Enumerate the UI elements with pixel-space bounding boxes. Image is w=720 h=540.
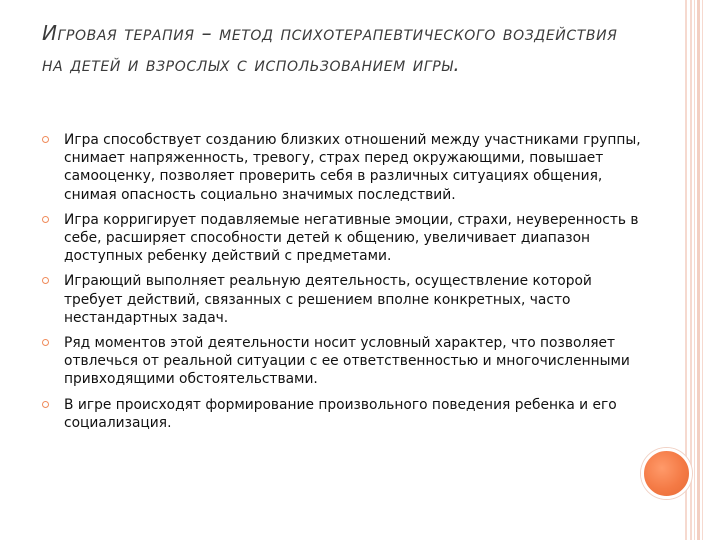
bullet-text: В игре происходят формирование произвольного поведения ребенка и его социализация. (64, 396, 617, 431)
bullet-list (42, 131, 642, 439)
list-item (42, 131, 642, 204)
decorative-stripe (694, 0, 695, 540)
list-item (42, 334, 642, 389)
bullet-text: Ряд моментов этой деятельности носит условный характер, что позволяет отвлечься от реальной ситуации с ее ответственностью и многочисленными привходящими обстоятельствами. (64, 335, 630, 388)
circle-bullet-icon (42, 277, 49, 284)
list-item (42, 211, 642, 266)
decorative-stripe (690, 0, 692, 540)
circle-bullet-icon (42, 136, 49, 143)
list-item (42, 396, 642, 432)
bullet-text: Играющий выполняет реальную деятельность, осуществление которой требует действий, связанных с решением вполне конкретных, часто нестандартных задач. (64, 273, 592, 326)
slide-title: Игровая терапия – метод психотерапевтического воздействия на детей и взрослых с использованием игры. (42, 21, 618, 76)
bullet-text: Игра корригирует подавляемые негативные эмоции, страхи, неуверенность в себе, расширяет способности детей к общению, увеличивает диапазон доступных ребенку действий с предметами. (64, 211, 639, 265)
bullet-text: Игра способствует созданию близких отношений между участниками группы, снимает напряженность, тревогу, страх перед окружающими, повышает самооценку, позволяет проверить себя в различных ситуациях общения, снимая опасность социально значимых последствий. (64, 132, 641, 203)
orange-circle-icon (641, 448, 692, 499)
decorative-stripe (697, 0, 700, 540)
circle-bullet-icon (42, 216, 49, 223)
circle-bullet-icon (42, 401, 49, 408)
decorative-stripe (702, 0, 703, 540)
circle-bullet-icon (42, 339, 49, 346)
list-item (42, 272, 642, 327)
